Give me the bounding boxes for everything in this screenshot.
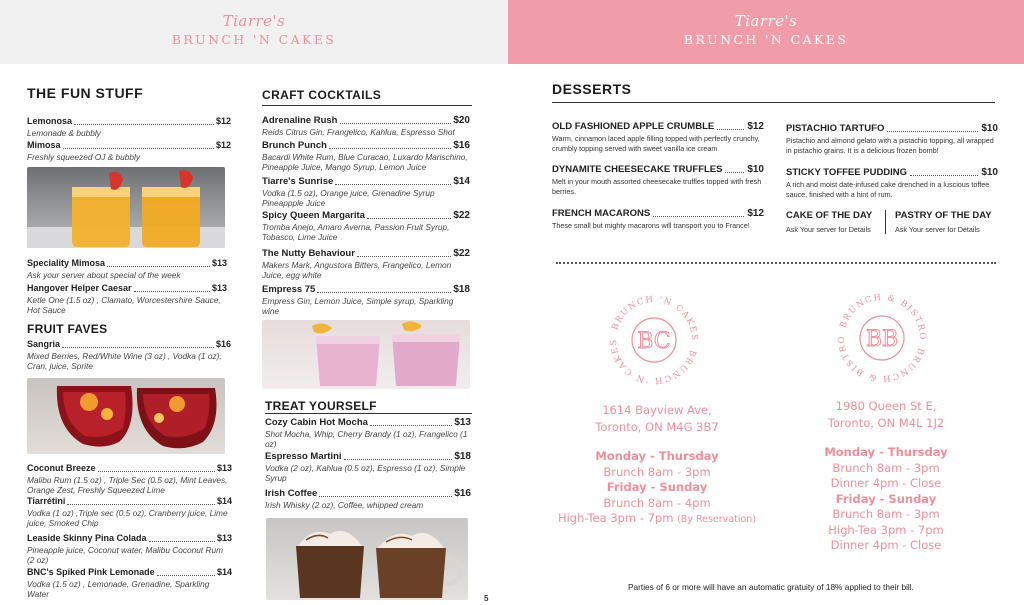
menu-item-espresso-martini [265,451,471,483]
page-number: 5 [484,594,489,603]
dessert-sticky-toffee [786,167,998,199]
weekend-hours: High-Tea 3pm - 7pm [557,511,674,525]
item-desc: Reids Citrus Gin, Frangelico, Kahlua, Espresso Shot [262,127,455,137]
fun-stuff-title: THE FUN STUFF [27,85,144,101]
brand-subtitle-left: BRUNCH 'N CAKES [171,32,337,47]
weekday-label: Monday - Thursday [824,445,948,459]
item-price: $13 [211,283,227,293]
desserts-rule [552,102,995,103]
sangria-photo [27,378,225,454]
weekend-hours: Brunch 8am - 4pm [603,495,711,510]
dessert-desc: These small but mighty macarons will transport you to France! [552,221,750,230]
menu-item-pina-colada [27,533,232,565]
svg-text:BC: BC [637,329,671,354]
weekend-label: Friday - Sunday [835,491,937,506]
menu-item-adrenaline-rush [262,115,470,137]
item-price: $14 [216,567,232,577]
item-desc: Vodka (2 oz), Kahlua (0.5 oz), Espresso (1 oz), Simple Syrup [265,463,466,483]
weekend-hours: Brunch 8am - 3pm [832,507,940,521]
location-queen [776,398,996,554]
cake-of-the-day [786,210,886,235]
item-name: Adrenaline Rush [262,115,338,126]
brunch-and-bistro-logo [834,290,930,386]
item-name: Empress 75 [262,284,316,295]
item-name: Tiarre's Sunrise [262,176,334,187]
menu-item-hot-mocha [265,417,471,449]
weekday-hours: Brunch 8am - 3pm [832,460,940,475]
item-desc: Malibu Rum (1.5 oz) , Triple Sec (0.5 oz), Mint Leaves, Orange Zest, Freshly Squeezed Lime [27,475,228,495]
item-price: $13 [216,463,232,473]
menu-item-empress-75 [262,284,470,316]
cake-of-day-title: CAKE OF THE DAY [786,210,873,221]
item-price: $22 [453,248,470,259]
svg-text:BB: BB [865,327,899,352]
dessert-desc: Melt in your mouth assorted cheesecake truffles topped with fresh berries. [552,177,762,196]
menu-item-tiarres-sunrise [262,176,470,208]
item-desc: Irish Whisky (2 oz), Coffee, whipped cream [265,500,424,510]
item-desc: Vodka (1.5 oz) , Lemonade, Grenadine, Sparkling Water [27,579,210,599]
dessert-name: FRENCH MACARONS [552,208,651,219]
item-desc: Freshly squeezed OJ & bubbly [27,152,140,162]
address-line-1: 1614 Bayview Ave, [602,403,712,417]
item-name: Mimosa [27,140,61,150]
desserts-title: DESSERTS [552,81,632,97]
menu-item-nutty-behaviour [262,248,470,280]
item-name: The Nutty Behaviour [262,248,355,259]
pastry-of-the-day [895,210,1005,235]
item-price: $22 [453,210,470,221]
dessert-price: $10 [981,123,998,134]
item-price: $14 [453,176,470,187]
dessert-apple-crumble [552,121,764,153]
menu-item-hangover-caesar [27,283,227,315]
item-name: Hangover Helper Caesar [27,283,132,293]
item-price: $12 [215,116,231,126]
dotted-separator [556,262,996,264]
dessert-cheesecake-truffles [552,164,764,196]
dessert-divider [885,210,886,234]
weekday-label: Monday - Thursday [595,449,719,463]
gratuity-note: Parties of 6 or more will have an automatic gratuity of 18% applied to their bill. [628,582,914,592]
fruit-faves-title: FRUIT FAVES [27,322,108,336]
menu-item-tiarretini [27,496,232,528]
dessert-desc: Warm, cinnamon laced apple filling topped with perfectly crunchy, crumbly topping served with sweet vanilla ice cream [552,134,760,153]
craft-cocktails-rule [262,105,472,106]
item-price: $16 [454,488,471,499]
item-desc: Shot Mocha, Whip, Cherry Brandy (1 oz), Frangelico (1 oz) [265,429,468,449]
dessert-name: DYNAMITE CHEESECAKE TRUFFLES [552,164,723,175]
item-name: Coconut Breeze [27,463,96,473]
item-desc: Pineapple juice, Coconut water, Malibu Coconut Rum (2 oz) [27,545,224,565]
dessert-price: $12 [747,208,764,219]
brand-subtitle-right: BRUNCH 'N CAKES [683,32,849,47]
weekday-hours: Brunch 8am - 3pm [603,464,711,479]
brand-script-right: Tiarre's [734,12,798,30]
weekday-hours: Dinner 4pm - Close [830,476,942,490]
menu-item-spicy-queen-margarita [262,210,470,242]
dessert-price: $10 [981,167,998,178]
header-left [0,0,508,64]
pastry-of-day-desc: Ask Your server for Details [895,225,980,234]
item-name: Lemonosa [27,116,73,126]
dessert-french-macarons [552,208,764,231]
item-price: $13 [216,533,232,543]
address-line-2: Toronto, ON M4L 1J2 [827,415,945,430]
dessert-price: $12 [747,121,764,132]
item-desc: Empress Gin, Lemon Juice, Simple syrup, Sparkling wine [262,296,454,316]
svg-text:BRUNCH 'N CAKES: BRUNCH 'N CAKES [608,337,698,386]
brunch-n-cakes-logo [606,292,702,388]
weekend-label: Friday - Sunday [606,480,708,494]
item-price: $20 [453,115,470,126]
brand-script-left: Tiarre's [222,12,286,30]
craft-cocktails-title: CRAFT COCKTAILS [262,88,382,102]
item-price: $12 [215,140,231,150]
pastry-of-day-title: PASTRY OF THE DAY [895,210,992,221]
item-name: Sangria [27,339,61,349]
header-right [508,0,1024,64]
treat-yourself-title: TREAT YOURSELF [265,399,377,413]
address-line-1: 1980 Queen St E, [835,399,937,413]
item-name: Irish Coffee [265,488,318,499]
svg-text:BRUNCH & BISTRO: BRUNCH & BISTRO [838,292,928,342]
item-desc: Ketle One (1.5 oz) , Clamato, Worcestershire Sauce, Hot Sauce [27,295,221,315]
item-name: Tiarrétini [27,496,66,506]
item-price: $13 [454,417,471,428]
dessert-name: STICKY TOFFEE PUDDING [786,167,908,178]
item-desc: Ask your server about special of the week [27,270,181,280]
dessert-pistachio-tartufo [786,123,998,155]
reservation-note: (By Reservation) [677,514,757,525]
item-name: BNC's Spiked Pink Lemonade [27,567,155,577]
menu-item-brunch-punch [262,140,470,172]
item-name: Brunch Punch [262,140,327,151]
mimosa-photo [27,167,225,248]
item-name: Espresso Martini [265,451,342,462]
item-desc: Vodka (1 oz) ,Triple sec (0.5 oz), Cranberry juice, Lime juice, Smoked Chip [27,508,228,528]
item-name: Leaside Skinny Pina Colada [27,533,147,543]
location-bayview [548,402,766,528]
cake-of-day-desc: Ask Your server for Details [786,225,871,234]
item-desc: Mixed Berries, Red/White Wine (3 oz) , Vodka (1 oz), Cran, juice, Sprite [27,351,222,371]
treat-yourself-rule [265,413,472,414]
item-desc: Lemonade & bubbly [27,128,101,138]
menu-item-pink-lemonade [27,567,232,599]
dessert-price: $10 [747,164,764,175]
menu-item-lemonosa [27,116,231,138]
item-price: $18 [454,451,471,462]
item-desc: Tromba Anejo, Amaro Averna, Passion Fruit Syrup, Tobasco, Lime Juice [262,222,450,242]
address-line-2: Toronto, ON M4G 3B7 [595,419,719,434]
item-price: $18 [453,284,470,295]
item-desc: Vodka (1.5 oz), Orange juice, Grenadine Syrup Pineappple Juice [262,188,435,208]
item-name: Speciality Mimosa [27,258,106,268]
weekend-hours: High-Tea 3pm - 7pm [828,522,944,537]
menu-item-irish-coffee [265,488,471,510]
menu-item-mimosa [27,140,231,162]
dessert-name: OLD FASHIONED APPLE CRUMBLE [552,121,715,132]
svg-text:BRUNCH 'N CAKES: BRUNCH 'N CAKES [610,294,700,343]
item-name: Spicy Queen Margarita [262,210,365,221]
item-desc: Bacardi White Rum, Blue Curacao, Luxardo Marischino, Pineapple Juice, Mango Syrup, Lemon Juice [262,152,468,172]
dessert-name: PISTACHIO TARTUFO [786,123,885,134]
menu-item-sangria [27,339,231,371]
item-price: $16 [453,140,470,151]
svg-text:BRUNCH & BISTRO: BRUNCH & BISTRO [836,334,926,384]
weekend-hours: Dinner 4pm - Close [830,538,942,552]
menu-item-speciality-mimosa [27,258,227,280]
menu-item-coconut-breeze [27,463,232,495]
item-desc: Makers Mark, Angustora Bitters, Frangelico, Lemon Juice, egg white [262,260,452,280]
pink-cocktail-photo [262,320,470,389]
item-price: $16 [215,339,231,349]
dessert-desc: Pistachio and almond gelato with a pistachio topping, all wrapped in pistachio grains. It is a delicious frozen bomb! [786,136,994,155]
dessert-desc: A rich and moist date-infused cake drenched in a luscious toffee sauce, finished with a hint of rum. [786,180,990,199]
item-price: $14 [216,496,232,506]
hot-mocha-photo [266,518,468,600]
item-price: $13 [211,258,227,268]
item-name: Cozy Cabin Hot Mocha [265,417,368,428]
